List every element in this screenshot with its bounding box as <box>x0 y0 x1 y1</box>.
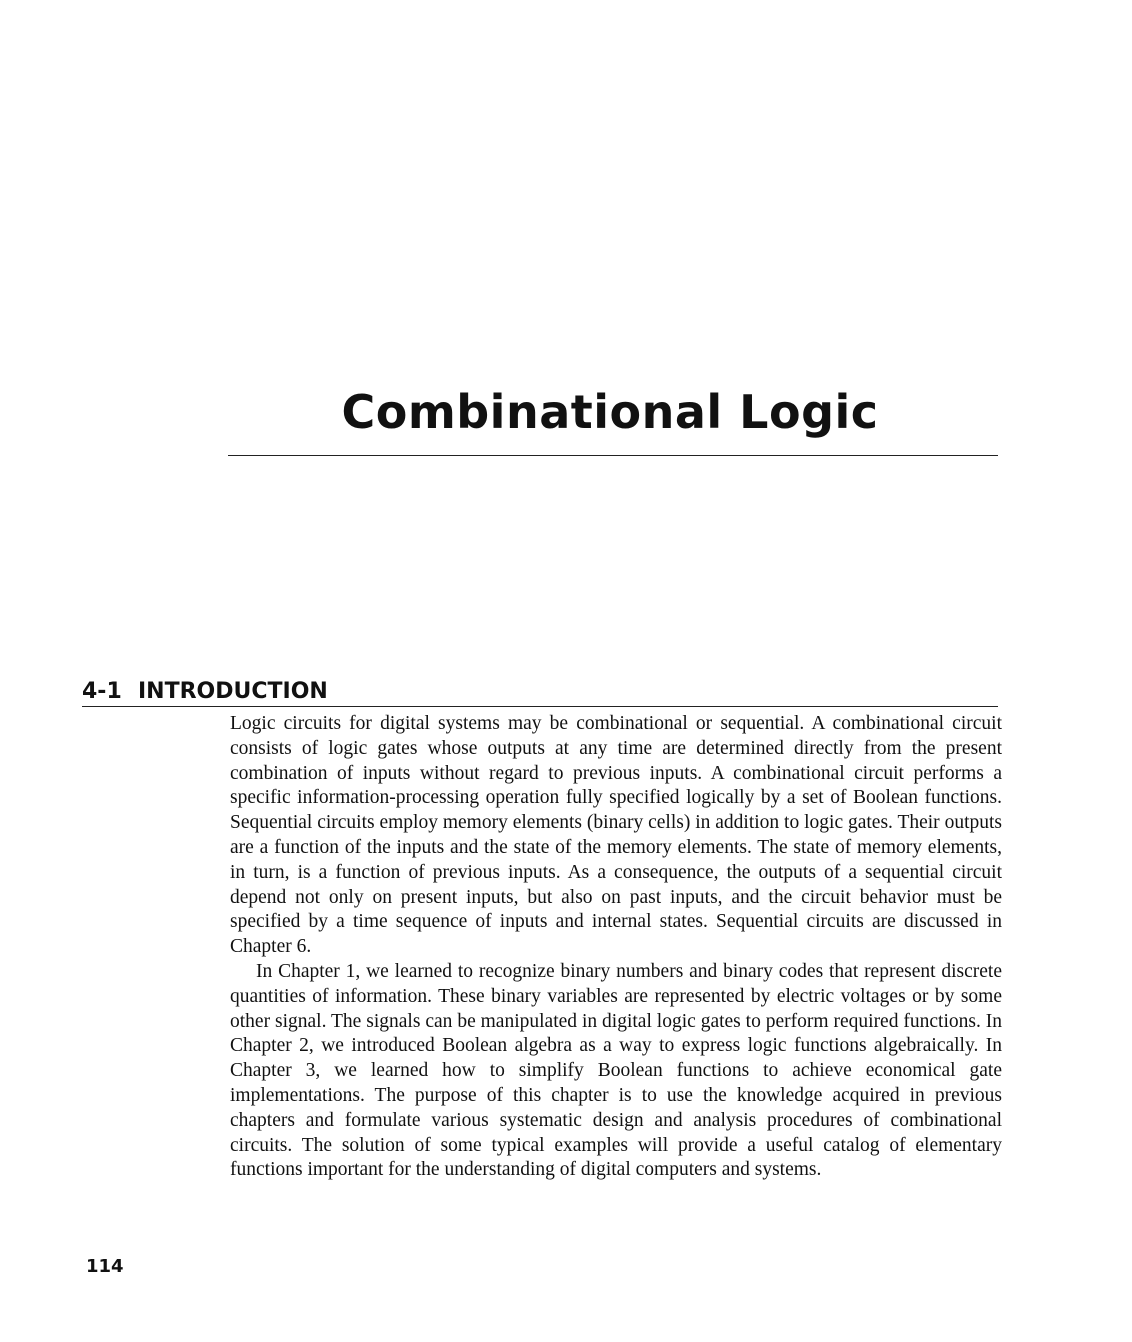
section-rule <box>82 706 998 707</box>
section-number: 4-1 <box>82 679 122 704</box>
section-body <box>230 712 1002 1183</box>
paragraph-2: In Chapter 1, we learned to recognize binary numbers and binary codes that represent discrete quantities of information. These binary variables are represented by electric voltages or by some other signal. The signals can be manipulated in digital logic gates to perform required functions. In Chapter 2, we introduced Boolean algebra as a way to express logic functions algebraically. In Chapter 3, we learned how to simplify Boolean functions to achieve economical gate implementations. The purpose of this chapter is to use the knowledge acquired in previous chapters and formulate various systematic design and analysis procedures of combinational circuits. The solution of some typical examples will provide a useful catalog of elementary functions important for the understanding of digital computers and systems. <box>230 960 1002 1181</box>
title-rule <box>228 455 998 456</box>
section-heading <box>82 678 328 706</box>
section-title: INTRODUCTION <box>138 679 328 704</box>
paragraph-1: Logic circuits for digital systems may be combinational or sequential. A combinational circuit consists of logic gates whose outputs at any time are determined directly from the present combination of inputs without regard to previous inputs. A combinational circuit performs a specific information-processing operation fully specified logically by a set of Boolean functions. Sequential circuits employ memory elements (binary cells) in addition to logic gates. Their outputs are a function of the inputs and the state of the memory elements. The state of memory elements, in turn, is a function of previous inputs. As a consequence, the outputs of a sequential circuit depend not only on present inputs, but also on past inputs, and the circuit behavior must be specified by a time sequence of inputs and internal states. Sequential circuits are discussed in Chapter 6. <box>230 713 1002 958</box>
chapter-title: Combinational Logic <box>341 385 879 439</box>
page-number: 114 <box>86 1256 124 1277</box>
